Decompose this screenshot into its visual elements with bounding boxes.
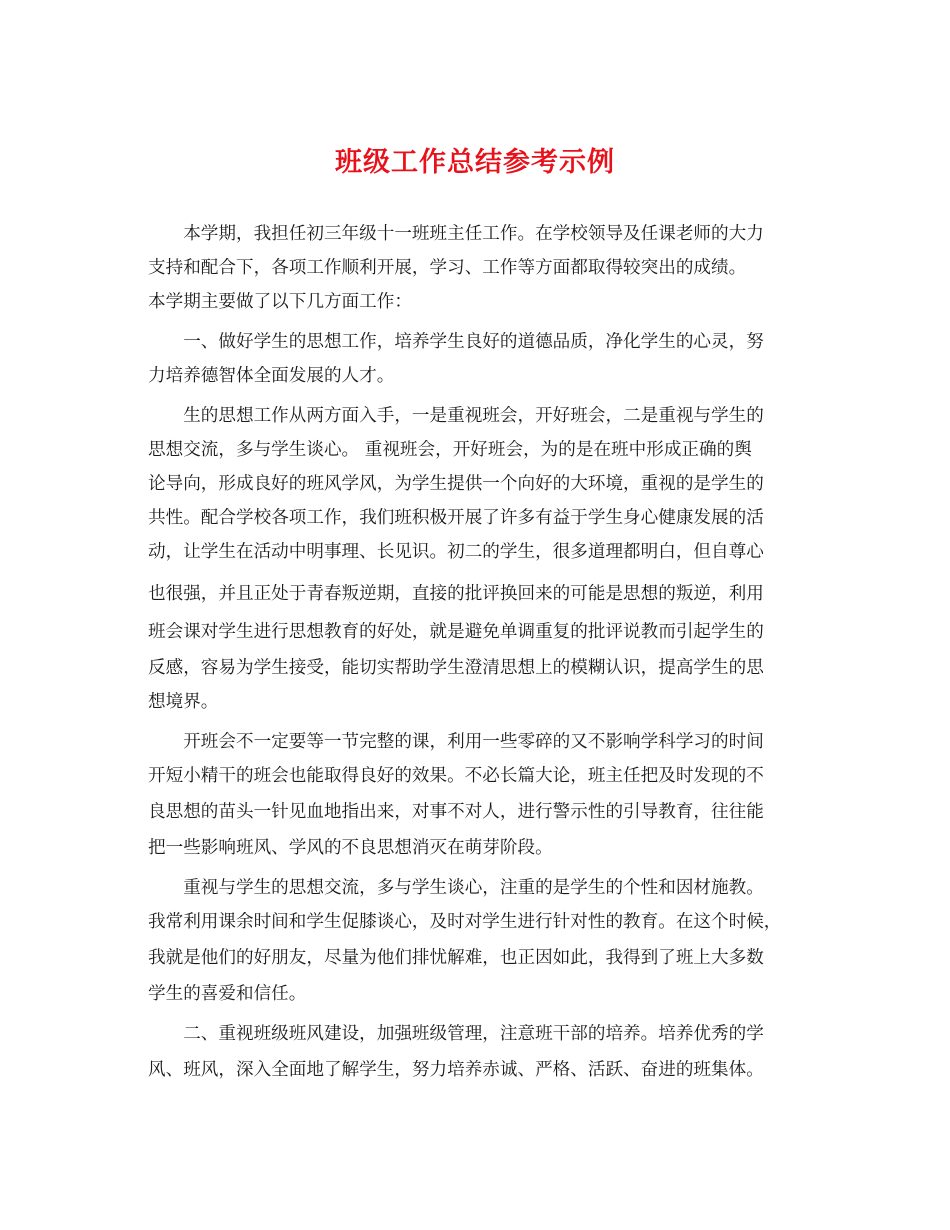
- text-line: 重视与学生的思想交流，多与学生谈心，注重的是学生的个性和因材施教。: [148, 878, 764, 898]
- text-line: 把一些影响班风、学风的不良思想消灭在萌芽阶段。: [148, 838, 553, 858]
- text-line: 良思想的苗头一针见血地指出来，对事不对人，进行警示性的引导教育，往往能: [148, 802, 764, 822]
- text-line: 开班会不一定要等一节完整的课，利用一些零碎的又不影响学科学习的时间: [148, 732, 764, 752]
- text-line: 也很强，并且正处于青春叛逆期，直接的批评换回来的可能是思想的叛逆，利用: [148, 584, 764, 604]
- text-line: 思想交流，多与学生谈心。 重视班会，开好班会，为的是在班中形成正确的舆: [148, 440, 752, 460]
- text-line: 本学期，我担任初三年级十一班班主任工作。在学校领导及任课老师的大力: [148, 224, 764, 244]
- text-line: 生的思想工作从两方面入手，一是重视班会，开好班会，二是重视与学生的: [148, 406, 764, 426]
- text-line: 学生的喜爱和信任。: [148, 984, 307, 1004]
- text-line: 支持和配合下，各项工作顺利开展，学习、工作等方面都取得较突出的成绩。: [148, 258, 747, 278]
- text-line: 风、班风，深入全面地了解学生，努力培养赤诚、严格、活跃、奋进的班集体。: [148, 1060, 764, 1080]
- text-line: 我就是他们的好朋友，尽量为他们排忧解难，也正因如此，我得到了班上大多数: [148, 948, 764, 968]
- text-line: 想境界。: [148, 692, 219, 712]
- text-line: 动，让学生在活动中明事理、长见识。初二的学生，很多道理都明白，但自尊心: [148, 542, 764, 562]
- document-title: 班级工作总结参考示例: [335, 147, 615, 178]
- text-line: 力培养德智体全面发展的人才。: [148, 366, 395, 386]
- text-line: 班会课对学生进行思想教育的好处，就是避免单调重复的批评说教而引起学生的: [148, 622, 764, 642]
- text-line: 开短小精干的班会也能取得良好的效果。不必长篇大论，班主任把及时发现的不: [148, 766, 764, 786]
- text-line: 本学期主要做了以下几方面工作：: [148, 292, 412, 312]
- text-line: 论导向，形成良好的班风学风，为学生提供一个向好的大环境，重视的是学生的: [148, 474, 764, 494]
- text-line: 二、重视班级班风建设，加强班级管理，注意班干部的培养。培养优秀的学: [148, 1024, 764, 1044]
- text-line: 一、做好学生的思想工作，培养学生良好的道德品质，净化学生的心灵，努: [148, 332, 764, 352]
- text-line: 共性。配合学校各项工作，我们班积极开展了许多有益于学生身心健康发展的活: [148, 508, 764, 528]
- text-line: 我常利用课余时间和学生促膝谈心，及时对学生进行针对性的教育。在这个时候，: [148, 912, 782, 932]
- text-line: 反感，容易为学生接受，能切实帮助学生澄清思想上的模糊认识，提高学生的思: [148, 658, 764, 678]
